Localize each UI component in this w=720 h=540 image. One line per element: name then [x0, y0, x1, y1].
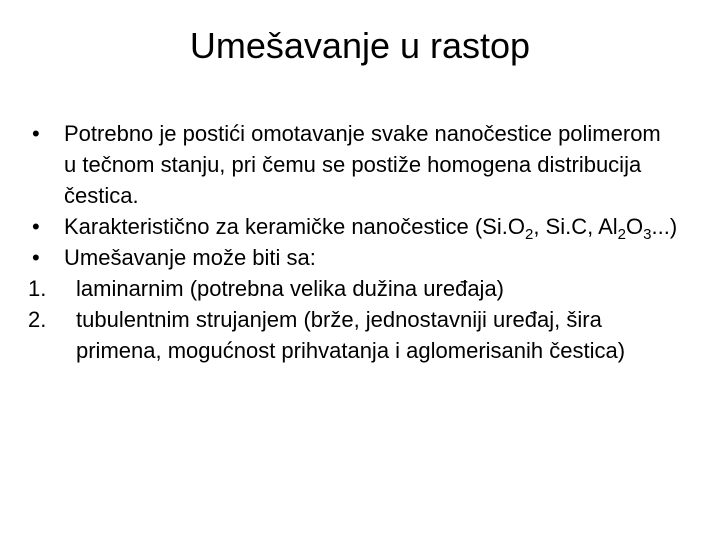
bullet-marker: • — [32, 214, 40, 239]
slide-title: Umešavanje u rastop — [189, 25, 531, 66]
bullet-item-3 — [28, 242, 678, 273]
numbered-item-2 — [28, 304, 678, 366]
slide-body — [28, 118, 678, 366]
numbered-text: tubulentnim strujanjem (brže, jednostavniji uređaj, šira primena, mogućnost prihvatanja i aglomerisanih čestica) — [76, 307, 626, 363]
bullet-item-1 — [28, 118, 678, 211]
number-marker: 2. — [28, 307, 47, 332]
number-marker: 1. — [28, 276, 47, 301]
bullet-marker: • — [32, 121, 40, 146]
numbered-text: laminarnim (potrebna velika dužina uređaja) — [76, 276, 505, 301]
bullet-text: Karakteristično za keramičke nanočestice ($Si.O_2$, Si.C, $Al_2O_3$...) — [64, 214, 678, 243]
bullet-text: Umešavanje može biti sa: — [64, 245, 316, 270]
bullet-marker: • — [32, 245, 40, 270]
numbered-item-1 — [28, 273, 678, 304]
bullet-item-2 — [28, 211, 678, 242]
bullet-text: Potrebno je postići omotavanje svake nanočestice polimerom u tečnom stanju, pri čemu se postiže homogena distribucija čestica. — [64, 121, 661, 208]
